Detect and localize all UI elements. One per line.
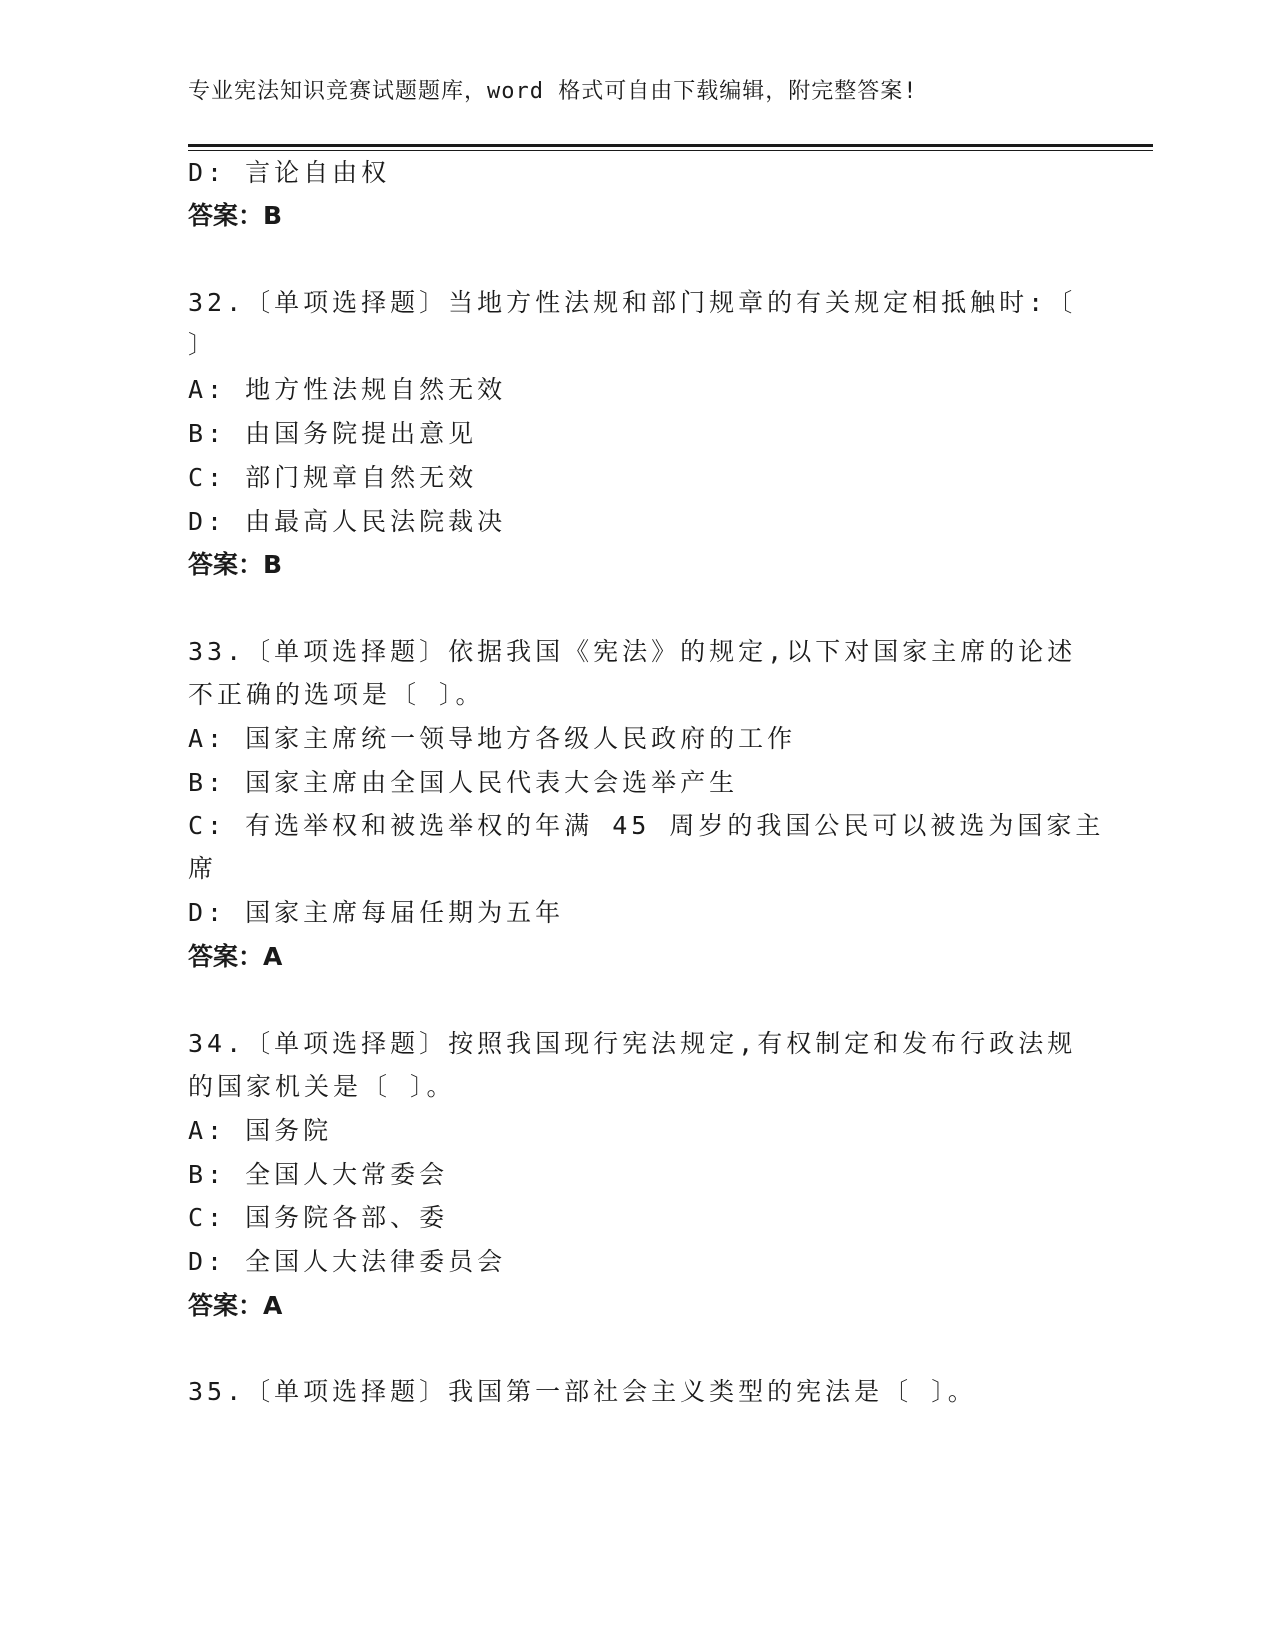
q33-option-d: D: 国家主席每届任期为五年 bbox=[188, 898, 565, 927]
q34-option-b: B: 全国人大常委会 bbox=[188, 1160, 449, 1189]
q34-option-c: C: 国务院各部、委 bbox=[188, 1203, 449, 1232]
q34-answer: 答案：A bbox=[188, 1291, 283, 1320]
q35-stem-line1: 35.〔单项选择题〕我国第一部社会主义类型的宪法是〔 〕。 bbox=[188, 1377, 977, 1406]
q34-option-d: D: 全国人大法律委员会 bbox=[188, 1247, 507, 1276]
q33-option-c-line2: 席 bbox=[188, 854, 218, 883]
q34-stem-line2: 的国家机关是〔 〕。 bbox=[188, 1072, 456, 1101]
header-rule-thick bbox=[188, 144, 1153, 147]
q32-option-d: D: 由最高人民法院裁决 bbox=[188, 507, 507, 536]
q32-stem-line2: 〕 bbox=[188, 330, 218, 359]
q32-option-c: C: 部门规章自然无效 bbox=[188, 463, 478, 492]
q33-option-c-line1: C: 有选举权和被选举权的年满 45 周岁的我国公民可以被选为国家主 bbox=[188, 811, 1105, 840]
q33-option-b: B: 国家主席由全国人民代表大会选举产生 bbox=[188, 768, 739, 797]
q33-option-a: A: 国家主席统一领导地方各级人民政府的工作 bbox=[188, 724, 797, 753]
q32-answer: 答案：B bbox=[188, 550, 283, 579]
q32-stem-line1: 32.〔单项选择题〕当地方性法规和部门规章的有关规定相抵触时:〔 bbox=[188, 288, 1077, 317]
q34-option-a: A: 国务院 bbox=[188, 1116, 333, 1145]
q32-option-a: A: 地方性法规自然无效 bbox=[188, 375, 507, 404]
q33-stem-line1: 33.〔单项选择题〕依据我国《宪法》的规定,以下对国家主席的论述 bbox=[188, 637, 1077, 666]
q31-answer: 答案：B bbox=[188, 201, 283, 230]
q31-option-d: D: 言论自由权 bbox=[188, 158, 391, 187]
q34-stem-line1: 34.〔单项选择题〕按照我国现行宪法规定,有权制定和发布行政法规 bbox=[188, 1029, 1077, 1058]
q33-stem-line2: 不正确的选项是〔 〕。 bbox=[188, 680, 485, 709]
q33-answer: 答案：A bbox=[188, 942, 283, 971]
page-header: 专业宪法知识竞赛试题题库，word 格式可自由下载编辑，附完整答案! bbox=[188, 79, 918, 104]
header-rule-thin bbox=[188, 150, 1153, 151]
q32-option-b: B: 由国务院提出意见 bbox=[188, 419, 478, 448]
